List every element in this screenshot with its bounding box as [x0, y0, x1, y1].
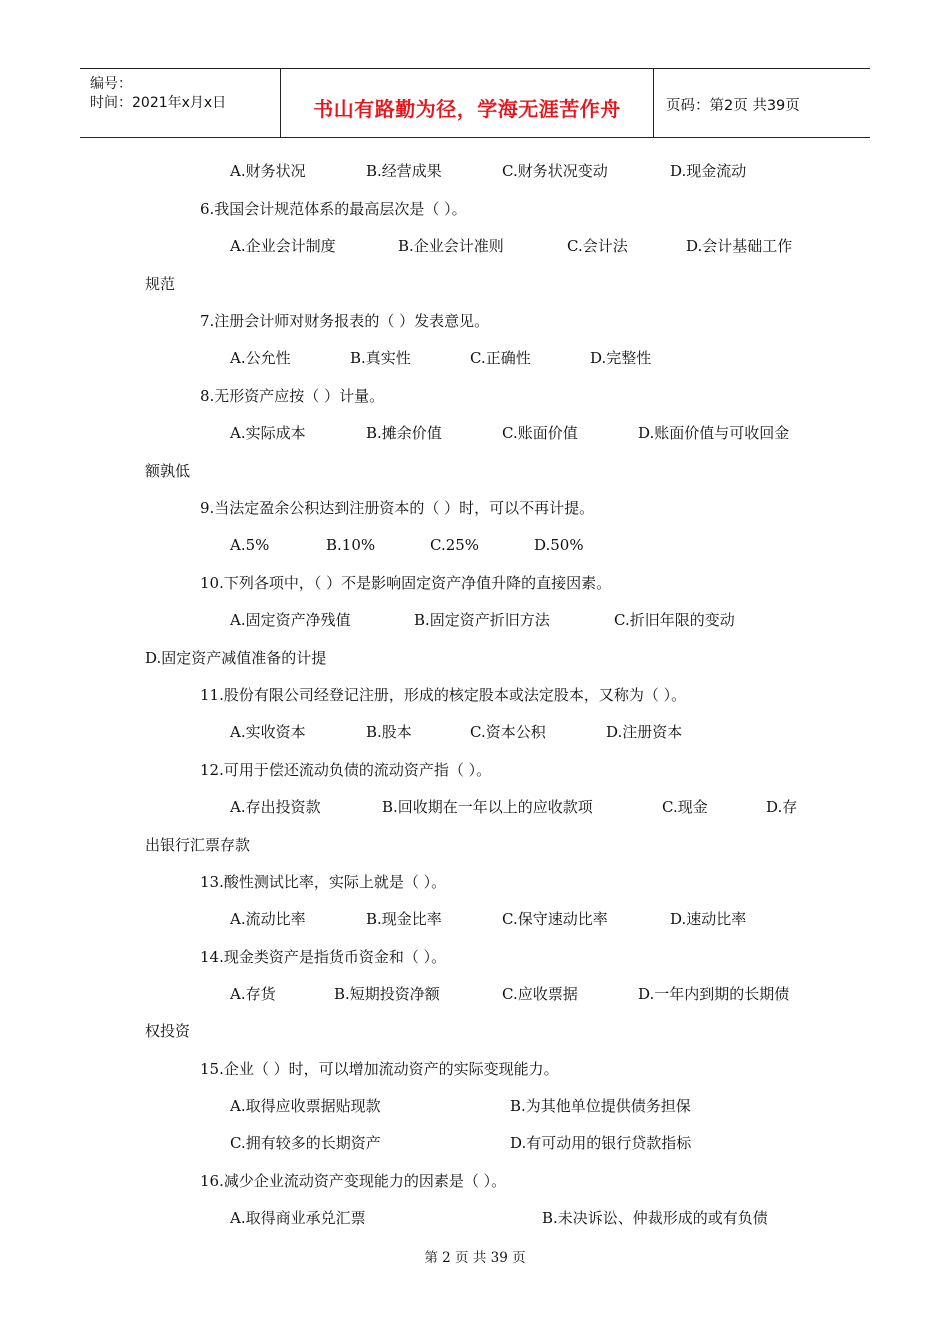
- text-line: 权投资: [145, 1022, 191, 1040]
- text-line: D.50%: [534, 536, 584, 554]
- page-header: [80, 68, 870, 138]
- header-page-cell: [654, 69, 870, 137]
- text-line: 额孰低: [145, 462, 191, 480]
- text-line: 7.注册会计师对财务报表的（ ）发表意见。: [200, 312, 490, 330]
- text-line: B.未决诉讼、仲裁形成的或有负债: [542, 1209, 768, 1227]
- text-line: D.一年内到期的长期债: [638, 985, 790, 1003]
- text-line: B.短期投资净额: [334, 985, 440, 1003]
- text-line: 11.股份有限公司经登记注册，形成的核定股本或法定股本，又称为（ ）。: [200, 686, 687, 704]
- text-line: 规范: [145, 275, 176, 293]
- text-line: C.应收票据: [502, 985, 578, 1003]
- text-line: D.固定资产减值准备的计提: [145, 649, 327, 667]
- text-line: B.现金比率: [366, 910, 442, 928]
- text-line: B.股本: [366, 723, 412, 741]
- text-line: A.取得应收票据贴现款: [230, 1097, 381, 1115]
- text-line: A.企业会计制度: [230, 237, 336, 255]
- header-page-info: 页码：第2页 共39页: [666, 98, 800, 114]
- text-line: D.现金流动: [670, 162, 747, 180]
- text-line: 6.我国会计规范体系的最高层次是（ ）。: [200, 200, 467, 218]
- text-line: B.10%: [326, 536, 376, 554]
- header-motto-cell: [281, 69, 654, 137]
- text-line: C.保守速动比率: [502, 910, 608, 928]
- text-line: C.财务状况变动: [502, 162, 608, 180]
- page-footer: 第 2 页 共 39 页: [424, 1250, 526, 1266]
- text-line: 出银行汇票存款: [145, 836, 251, 854]
- header-number-label: 编号：: [90, 76, 132, 92]
- text-line: 13.酸性测试比率，实际上就是（ ）。: [200, 873, 447, 891]
- text-line: C.现金: [662, 798, 708, 816]
- text-line: A.5%: [230, 536, 270, 554]
- text-line: D.账面价值与可收回金: [638, 424, 790, 442]
- text-line: C.25%: [430, 536, 480, 554]
- text-line: 8.无形资产应按（ ）计量。: [200, 387, 385, 405]
- text-line: C.账面价值: [502, 424, 578, 442]
- text-line: 10.下列各项中，（ ）不是影响固定资产净值升降的直接因素。: [200, 574, 612, 592]
- text-line: D.速动比率: [670, 910, 747, 928]
- text-line: A.取得商业承兑汇票: [230, 1209, 366, 1227]
- text-line: A.实收资本: [230, 723, 306, 741]
- text-line: D.会计基础工作: [686, 237, 793, 255]
- text-line: D.完整性: [590, 349, 652, 367]
- text-line: C.会计法: [567, 237, 628, 255]
- text-line: A.固定资产净残值: [230, 611, 351, 629]
- text-line: B.为其他单位提供债务担保: [510, 1097, 691, 1115]
- text-line: 15.企业（ ）时，可以增加流动资产的实际变现能力。: [200, 1060, 559, 1078]
- text-line: C.拥有较多的长期资产: [230, 1134, 381, 1152]
- text-line: B.真实性: [350, 349, 411, 367]
- text-line: 14.现金类资产是指货币资金和（ ）。: [200, 948, 447, 966]
- text-line: D.有可动用的银行贷款指标: [510, 1134, 692, 1152]
- header-meta-cell: [80, 69, 281, 137]
- text-line: A.财务状况: [230, 162, 306, 180]
- text-line: A.公允性: [230, 349, 291, 367]
- text-line: B.回收期在一年以上的应收款项: [382, 798, 593, 816]
- header-time: 时间：2021年x月x日: [90, 95, 227, 111]
- text-line: C.资本公积: [470, 723, 546, 741]
- text-line: 12.可用于偿还流动负债的流动资产指（ ）。: [200, 761, 492, 779]
- text-line: D.存: [766, 798, 798, 816]
- text-line: A.存货: [230, 985, 276, 1003]
- text-line: 9.当法定盈余公积达到注册资本的（ ）时，可以不再计提。: [200, 499, 595, 517]
- text-line: 16.减少企业流动资产变现能力的因素是（ ）。: [200, 1172, 507, 1190]
- header-motto: 书山有路勤为径，学海无涯苦作舟: [313, 97, 621, 121]
- text-line: A.实际成本: [230, 424, 306, 442]
- text-line: B.固定资产折旧方法: [414, 611, 550, 629]
- text-line: A.流动比率: [230, 910, 306, 928]
- text-line: B.经营成果: [366, 162, 442, 180]
- text-line: B.企业会计准则: [398, 237, 504, 255]
- text-line: C.正确性: [470, 349, 531, 367]
- text-line: B.摊余价值: [366, 424, 442, 442]
- text-line: D.注册资本: [606, 723, 683, 741]
- text-line: C.折旧年限的变动: [614, 611, 735, 629]
- text-line: A.存出投资款: [230, 798, 321, 816]
